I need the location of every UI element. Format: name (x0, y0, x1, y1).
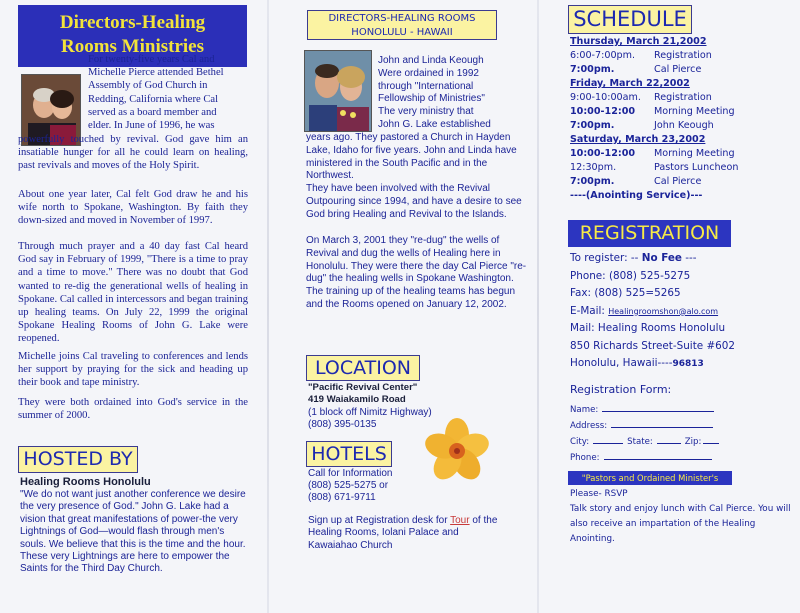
reg-zip: 96813 (672, 359, 704, 369)
schedule-day-date: Saturday, March 23,2002 (570, 134, 706, 145)
keough-para2: They have been involved with the Revival Outpouring since 1994, and have a desire to see God bring Healing and Revival to the Islands. (306, 183, 522, 220)
intro-line: Assembly of God Church in (88, 80, 208, 92)
tour-signup-line1 (308, 515, 533, 527)
schedule-event: John Keough (654, 120, 714, 131)
reg-phone: Phone: (808) 525-5275 (570, 269, 691, 282)
middle-title-line1: DIRECTORS-HEALING ROOMS (328, 13, 476, 24)
pastors-text: Talk story and enjoy lunch with Cal Pierce. You will also receive an impartation of the Healing Anointing. (570, 504, 791, 544)
keough-intro-rest: years ago. They pastored a Church in Hayden Lake, Idaho for five years. John and Linda have ministered in the South Pacific and in the Northwest. (306, 132, 517, 182)
reg-mail-line3 (570, 355, 795, 374)
intro-line: Were ordained in 1992 (378, 67, 479, 79)
right-panel (538, 0, 800, 613)
schedule-item (570, 147, 790, 161)
pierce-para1-rest: powerfully touched by revival. God gave him an insatiable hunger for all he could learn on healing, past revivals and moves of the Holy Spirit. (18, 134, 248, 172)
hibiscus-flower-icon (424, 418, 490, 484)
pierce-para3: Through much prayer and a 40 day fast Cal heard God say in February of 1999, "There is a time to pray and a time to move." There was no doubt that God wanted to re-dig the generational wells of healing in Spokane. Cal called in intercessors and began training up healing teams. On July 22, 1999 the original Spokane Healing Rooms of John G. Lake were reopened. (18, 241, 248, 345)
hotels-title: HOTELS (306, 441, 392, 467)
register-line (570, 250, 795, 268)
form-state-label: State: (627, 437, 653, 447)
form-phone-label: Phone: (570, 453, 600, 463)
form-title: Registration Form: (570, 383, 672, 396)
schedule-time: 7:00pm. (570, 64, 615, 75)
pierce-para4: Michelle joins Cal traveling to conferences and lends her support by praying for the sick and heading up their book and tape ministry. (18, 351, 248, 389)
form-zip-field[interactable] (703, 433, 719, 444)
schedule-item (570, 49, 790, 63)
left-title-line2: Rooms Ministries (60, 36, 204, 57)
schedule-event: Cal Pierce (654, 64, 702, 75)
tour-signup (308, 515, 533, 552)
form-row (570, 401, 780, 417)
signup-line3: Kawaiahao Church (308, 539, 393, 551)
schedule-item (570, 105, 790, 119)
left-title-line1: Directors-Healing (59, 12, 206, 33)
form-address-field[interactable] (611, 417, 713, 428)
schedule-event: Registration (654, 50, 712, 61)
schedule-time: 7:00pm. (570, 176, 615, 187)
location-title: LOCATION (306, 355, 420, 381)
intro-line: served as a board member and (88, 106, 217, 118)
hosted-name: Healing Rooms Honolulu (20, 476, 151, 488)
schedule-item (570, 161, 790, 175)
schedule-item (570, 119, 790, 133)
schedule-list (570, 35, 790, 203)
register-label: To register: -- (570, 252, 639, 264)
hosted-title: HOSTED BY (18, 446, 138, 473)
email-link[interactable]: Healingroomshon@alo.com (608, 306, 719, 316)
reg-fax: Fax: (808) 525=5265 (570, 287, 681, 299)
schedule-day-date: Thursday, March 21,2002 (570, 36, 707, 47)
schedule-item (570, 63, 790, 77)
schedule-item (570, 175, 790, 189)
signup-text: of the (469, 515, 498, 526)
intro-line: through "International (378, 80, 474, 92)
intro-line: elder. In June of 1996, he was (88, 120, 215, 132)
registration-title: REGISTRATION (568, 220, 731, 247)
schedule-event: Morning Meeting (654, 106, 735, 117)
schedule-title: SCHEDULE (568, 5, 692, 34)
location-name: "Pacific Revival Center" (308, 382, 418, 393)
form-row (570, 417, 780, 433)
intro-line: For twenty-five years Cal and (88, 54, 215, 65)
intro-line: John and Linda Keough (378, 55, 484, 66)
schedule-time: 12:30pm. (570, 162, 617, 173)
schedule-time: 9:00-10:00am. (570, 92, 641, 103)
form-city-label: City: (570, 437, 590, 447)
reg-city: Honolulu, Hawaii---- (570, 357, 673, 369)
schedule-day-date: Friday, March 22,2002 (570, 78, 690, 89)
anointing-service: ----(Anointing Service)--- (570, 190, 703, 201)
schedule-event: Pastors Luncheon (654, 162, 739, 173)
hotels-line3: (808) 671-9711 (308, 492, 376, 503)
location-phone: (808) 395-0135 (308, 419, 377, 430)
middle-title-banner (307, 10, 497, 40)
keough-photo-art (305, 51, 371, 131)
registration-form (570, 401, 780, 465)
pierce-para5: They were both ordained into God's service in the summer of 2000. (18, 397, 248, 422)
middle-panel (268, 0, 538, 613)
middle-title-line2: HONOLULU - HAWAII (351, 27, 453, 38)
pastors-rsvp: Please- RSVP (570, 489, 628, 499)
schedule-item (570, 91, 790, 105)
email-label: E-Mail: (570, 304, 605, 317)
form-row (570, 433, 780, 449)
intro-line: Michelle Pierce attended Bethel (88, 67, 224, 79)
keough-para3: On March 3, 2001 they "re-dug" the wells of Revival and dug the wells of Healing here in Honolulu. They were there the day Cal Pierce "re-dug" the healing wells in Spokane Washington. The training up of the healing teams has begun and the Rooms opened on January 12, 2002. (306, 235, 527, 310)
schedule-event: Registration (654, 92, 712, 103)
intro-line: Fellowship of Ministries" (378, 93, 485, 105)
registration-info (570, 250, 795, 374)
fee-dash: --- (685, 252, 697, 264)
no-fee: No Fee (641, 252, 682, 264)
left-panel (0, 0, 268, 613)
location-address: 419 Waiakamilo Road (308, 394, 406, 405)
form-name-label: Name: (570, 405, 599, 415)
schedule-time: 10:00-12:00 (570, 148, 636, 159)
intro-line: John G. Lake established (378, 118, 491, 130)
reg-email-line (570, 303, 795, 321)
keough-photo (304, 50, 372, 132)
pierce-para2: About one year later, Cal felt God draw he and his wife north to Spokane, Washington. By faith they down-sized and moved in November of 1997. (18, 189, 248, 227)
schedule-event: Morning Meeting (654, 148, 735, 159)
form-phone-field[interactable] (604, 449, 712, 460)
signup-text: Sign up at Registration desk for (308, 515, 451, 526)
reg-mail-line1: Mail: Healing Rooms Honolulu (570, 322, 726, 334)
location-note: (1 block off Nimitz Highway) (308, 407, 432, 418)
pierce-intro (88, 53, 248, 132)
form-state-field[interactable] (657, 433, 681, 444)
pastors-info (570, 487, 795, 547)
schedule-time: 6:00-7:00pm. (570, 50, 636, 61)
intro-line: Redding, California where Cal (88, 93, 219, 105)
hosted-text: "We do not want just another conference we desire the very presence of God." John G. Lake had a vision that great manifestations of power-the very Lightnings of God—would flash through men's souls. We believe that this is the time and the hour. These very Lightnings are here to empower the Saints for the Third Day Church. (20, 489, 246, 575)
hotels-line2: (808) 525-5275 or (308, 480, 389, 491)
form-zip-label: Zip: (684, 437, 702, 447)
hotels-line1: Call for Information (308, 468, 393, 479)
schedule-time: 7:00pm. (570, 120, 615, 131)
form-name-field[interactable] (602, 401, 714, 412)
keough-intro (378, 55, 528, 132)
tour-link[interactable]: Tour (450, 515, 470, 526)
intro-line: The very ministry that (378, 106, 474, 118)
form-city-field[interactable] (593, 433, 623, 444)
reg-mail-line2: 850 Richards Street-Suite #602 (570, 339, 736, 352)
form-address-label: Address: (570, 421, 608, 431)
schedule-time: 10:00-12:00 (570, 106, 636, 117)
pastors-banner: "Pastors and Ordained Minister's (568, 471, 732, 485)
form-row (570, 449, 780, 465)
signup-line2: Healing Rooms, Iolani Palace and (308, 527, 459, 539)
schedule-event: Cal Pierce (654, 176, 702, 187)
